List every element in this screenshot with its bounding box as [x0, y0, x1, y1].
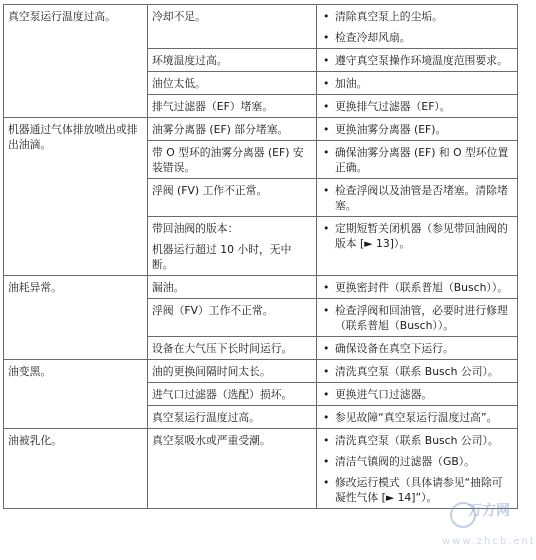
- problem-text: 机器通过气体排放喷出或排出油滴。: [8, 123, 138, 151]
- solution-text: 参见故障“真空泵运行温度过高”。: [335, 411, 498, 424]
- cause-text: 机器运行超过 10 小时，无中断。: [152, 243, 292, 271]
- problem-text: 真空泵运行温度过高。: [8, 10, 116, 23]
- cause-cell: [148, 337, 317, 360]
- solution-text: 检查冷却风扇。: [335, 31, 411, 44]
- problem-cell: [4, 5, 148, 118]
- solution-item: [323, 30, 513, 45]
- solution-text: 更换排气过滤器（EF）。: [335, 100, 451, 113]
- solution-text: 定期短暂关闭机器（参见带回油阀的版本 [► 13]）。: [335, 222, 508, 250]
- bullet-icon: •: [323, 100, 330, 113]
- solution-cell: [317, 49, 518, 72]
- cause-cell: [148, 141, 317, 179]
- bullet-icon: •: [323, 365, 330, 378]
- solution-item: [323, 454, 513, 469]
- solution-item: [323, 341, 513, 356]
- watermark-url: www.zhcb.ent: [442, 536, 536, 547]
- bullet-icon: •: [323, 455, 330, 468]
- solution-item: [323, 183, 513, 213]
- cause-text: 油位太低。: [152, 77, 206, 90]
- cause-cell: [148, 360, 317, 383]
- bullet-icon: •: [323, 281, 330, 294]
- bullet-icon: •: [323, 304, 330, 317]
- cause-text: 真空泵吸水或严重受潮。: [152, 434, 271, 447]
- bullet-icon: •: [323, 222, 330, 235]
- cause-text: 带回油阀的版本：: [152, 222, 239, 235]
- solution-item: [323, 433, 513, 448]
- bullet-icon: •: [323, 434, 330, 447]
- cause-text: 浮阀 (FV) 工作不正常。: [152, 184, 268, 197]
- problem-cell: [4, 118, 148, 276]
- solution-item: [323, 387, 513, 402]
- solution-item: [323, 410, 513, 425]
- cause-text: 排气过滤器（EF）堵塞。: [152, 100, 273, 113]
- cause-text: 油雾分离器 (EF) 部分堵塞。: [152, 123, 289, 136]
- solution-text: 更换密封件（联系普旭（Busch））。: [335, 281, 509, 294]
- solution-text: 清洗真空泵（联系 Busch 公司）。: [335, 365, 499, 378]
- solution-cell: [317, 429, 518, 509]
- solution-text: 清洗真空泵（联系 Busch 公司）。: [335, 434, 499, 447]
- bullet-icon: •: [323, 31, 330, 44]
- solution-text: 确保油雾分离器 (EF) 和 O 型环位置正确。: [335, 146, 509, 174]
- bullet-icon: •: [323, 476, 330, 489]
- table-row: [4, 276, 518, 299]
- problem-cell: [4, 429, 148, 509]
- table-row: [4, 429, 518, 509]
- cause-text: 漏油。: [152, 281, 185, 294]
- cause-text: 带 O 型环的油雾分离器 (EF) 安装错误。: [152, 146, 304, 174]
- solution-cell: [317, 360, 518, 383]
- problem-cell: [4, 360, 148, 429]
- solution-cell: [317, 118, 518, 141]
- cause-cell: [148, 276, 317, 299]
- cause-cell: [148, 49, 317, 72]
- cause-text: 设备在大气压下长时间运行。: [152, 342, 293, 355]
- cause-cell: [148, 118, 317, 141]
- cause-text: 油的更换间隔时间太长。: [152, 365, 271, 378]
- cause-text: 进气口过滤器（选配）损坏。: [152, 388, 293, 401]
- solution-item: [323, 280, 513, 295]
- troubleshooting-table: [3, 4, 518, 509]
- solution-text: 遵守真空泵操作环境温度范围要求。: [335, 54, 508, 67]
- solution-cell: [317, 141, 518, 179]
- bullet-icon: •: [323, 184, 330, 197]
- bullet-icon: •: [323, 123, 330, 136]
- bullet-icon: •: [323, 388, 330, 401]
- bullet-icon: •: [323, 342, 330, 355]
- cause-cell: [148, 383, 317, 406]
- solution-cell: [317, 217, 518, 276]
- cause-cell: [148, 217, 317, 276]
- problem-text: 油变黑。: [8, 365, 52, 378]
- solution-cell: [317, 5, 518, 49]
- cause-cell: [148, 95, 317, 118]
- solution-item: [323, 99, 513, 114]
- problem-text: 油耗异常。: [8, 281, 62, 294]
- solution-item: [323, 145, 513, 175]
- cause-text: 浮阀（FV）工作不正常。: [152, 304, 274, 317]
- cause-cell: [148, 72, 317, 95]
- solution-text: 检查浮阀以及油管是否堵塞。清除堵塞。: [335, 184, 508, 212]
- solution-item: [323, 303, 513, 333]
- solution-text: 清洁气镇阀的过滤器（GB）。: [335, 455, 475, 468]
- cause-cell: [148, 299, 317, 337]
- solution-text: 清除真空泵上的尘垢。: [335, 10, 443, 23]
- bullet-icon: •: [323, 10, 330, 23]
- solution-item: [323, 475, 513, 505]
- solution-cell: [317, 383, 518, 406]
- solution-item: [323, 76, 513, 91]
- problem-text: 油被乳化。: [8, 434, 62, 447]
- solution-text: 确保设备在真空下运行。: [335, 342, 454, 355]
- cause-text: 环境温度过高。: [152, 54, 228, 67]
- problem-cell: [4, 276, 148, 360]
- cause-cell: [148, 179, 317, 217]
- solution-item: [323, 122, 513, 137]
- solution-item: [323, 53, 513, 68]
- bullet-icon: •: [323, 77, 330, 90]
- cause-cell: [148, 429, 317, 509]
- solution-cell: [317, 179, 518, 217]
- solution-text: 检查浮阀和回油管，必要时进行修理（联系普旭（Busch））。: [335, 304, 508, 332]
- solution-cell: [317, 337, 518, 360]
- table-row: [4, 118, 518, 141]
- bullet-icon: •: [323, 54, 330, 67]
- watermark-text: 万方网: [468, 503, 510, 519]
- solution-item: [323, 221, 513, 251]
- cause-cell: [148, 5, 317, 49]
- solution-cell: [317, 276, 518, 299]
- solution-text: 更换进气口过滤器。: [335, 388, 433, 401]
- table-row: [4, 5, 518, 49]
- solution-cell: [317, 299, 518, 337]
- solution-text: 更换油雾分离器 (EF)。: [335, 123, 447, 136]
- solution-item: [323, 364, 513, 379]
- cause-text: 真空泵运行温度过高。: [152, 411, 260, 424]
- solution-cell: [317, 406, 518, 429]
- solution-text: 加油。: [335, 77, 368, 90]
- cause-cell: [148, 406, 317, 429]
- table-row: [4, 360, 518, 383]
- solution-item: [323, 9, 513, 24]
- solution-cell: [317, 95, 518, 118]
- bullet-icon: •: [323, 146, 330, 159]
- cause-text: 冷却不足。: [152, 10, 206, 23]
- bullet-icon: •: [323, 411, 330, 424]
- solution-text: 修改运行模式（具体请参见“抽除可凝性气体 [► 14]”）。: [335, 476, 503, 504]
- solution-cell: [317, 72, 518, 95]
